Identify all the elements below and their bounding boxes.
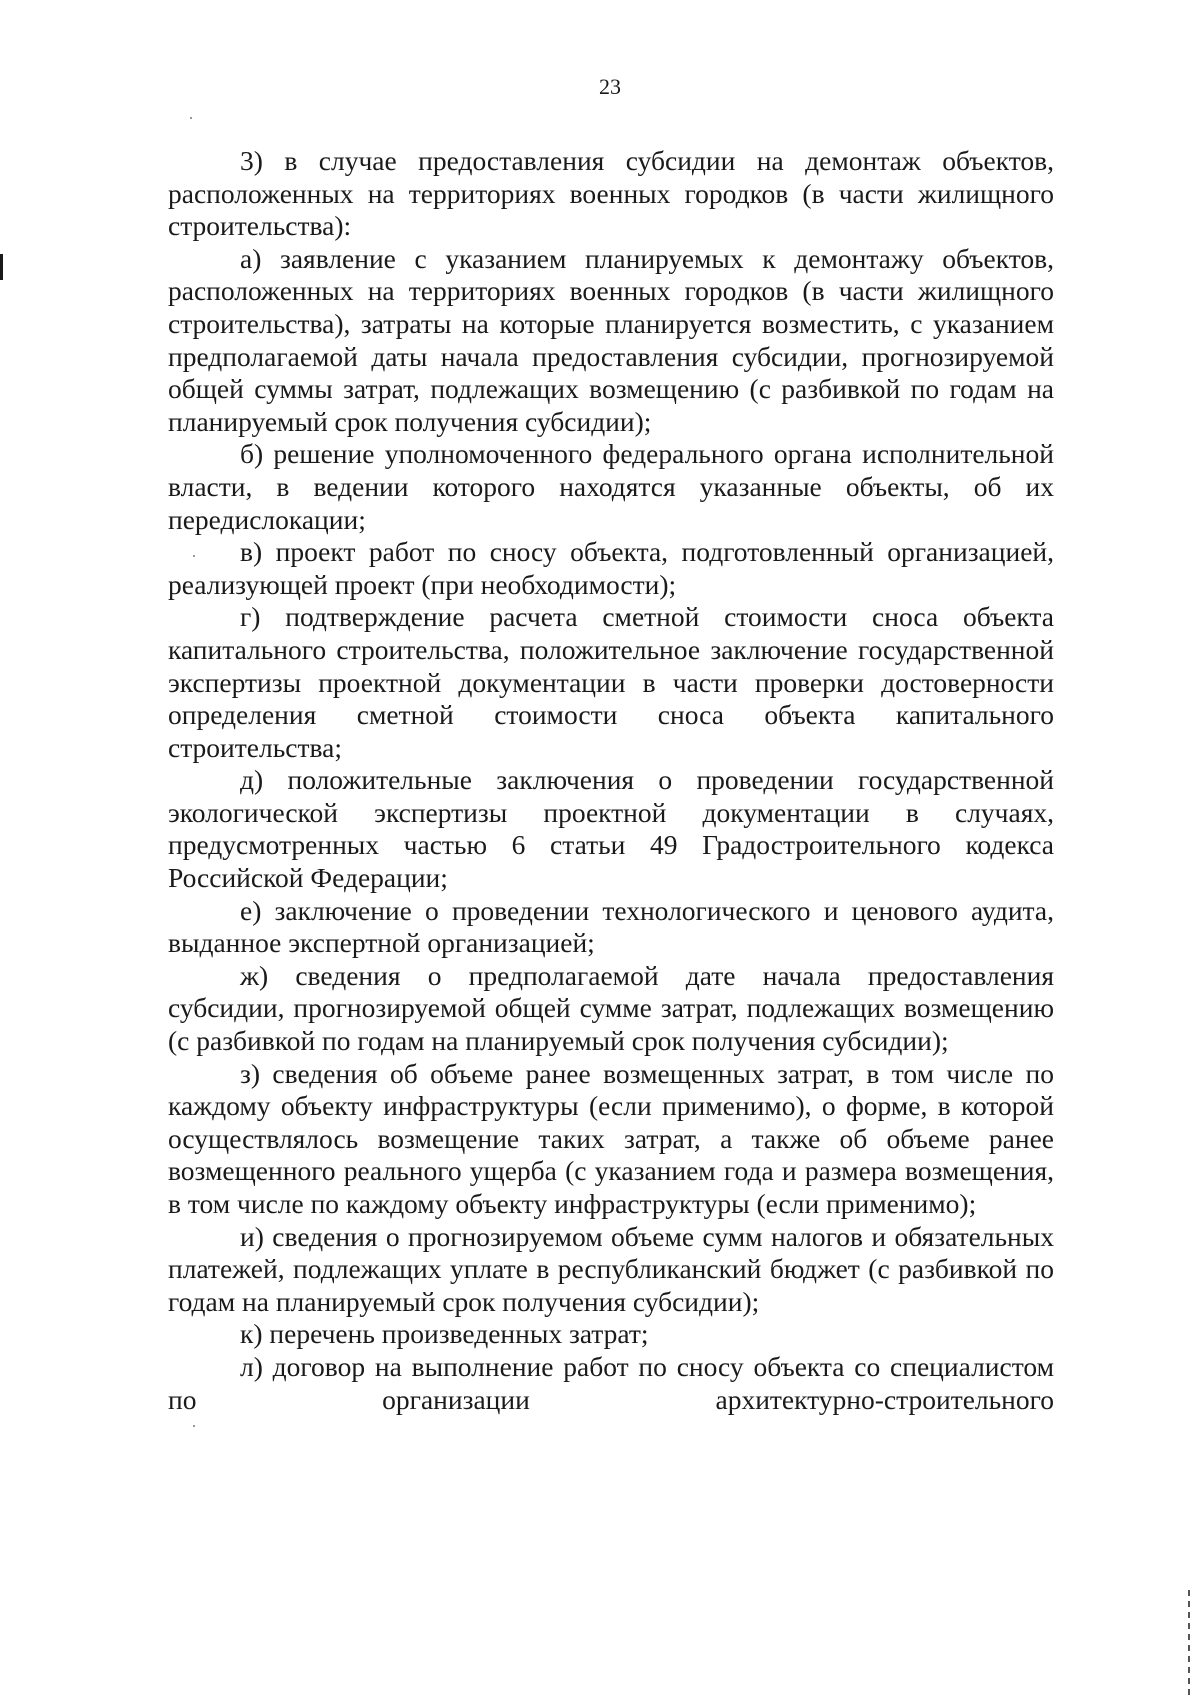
paragraph-l: л) договор на выполнение работ по сносу объекта со специалистом по организации архитектурно-строительного — [168, 1350, 1054, 1415]
scan-margin-mark-left — [0, 254, 3, 280]
paragraph-a: а) заявление с указанием планируемых к демонтажу объектов, расположенных на территориях военных городков (в части жилищного строительства), затраты на которые планируется возместить, с указанием предполагаемой даты начала предоставления субсидии, прогнозируемой общей суммы затрат, подлежащих возмещению (с разбивкой по годам на планируемый срок получения субсидии); — [168, 242, 1054, 437]
scan-speck — [193, 555, 195, 557]
paragraph-i: и) сведения о прогнозируемом объеме сумм налогов и обязательных платежей, подлежащих уплате в республиканский бюджет (с разбивкой по годам на планируемый срок получения субсидии); — [168, 1220, 1054, 1317]
document-body — [168, 145, 1054, 1416]
paragraph-3: 3) в случае предоставления субсидии на демонтаж объектов, расположенных на территориях военных городков (в части жилищного строительства): — [168, 145, 1054, 242]
paragraph-z: з) сведения об объеме ранее возмещенных затрат, в том числе по каждому объекту инфраструктуры (если применимо), о форме, в которой осуществлялось возмещение таких затрат, а также об объеме ранее возмещенного реального ущерба (с указанием года и размера возмещения, в том числе по каждому объекту инфраструктуры (если применимо); — [168, 1057, 1054, 1219]
scan-margin-mark-right — [1188, 1590, 1190, 1697]
paragraph-zh: ж) сведения о предполагаемой дате начала предоставления субсидии, прогнозируемой общей сумме затрат, подлежащих возмещению (с разбивкой по годам на планируемый срок получения субсидии); — [168, 959, 1054, 1057]
paragraph-b: б) решение уполномоченного федерального органа исполнительной власти, в ведении которого находятся указанные объекты, об их передислокации; — [168, 438, 1054, 535]
paragraph-v: в) проект работ по сносу объекта, подготовленный организацией, реализующей проект (при необходимости); — [168, 536, 1054, 600]
page-number: 23 — [599, 74, 621, 99]
paragraph-d: д) положительные заключения о проведении государственной экологической экспертизы проектной документации в случаях, предусмотренных частью 6 статьи 49 Градостроительного кодекса Российской Федерации; — [168, 764, 1054, 894]
paragraph-g: г) подтверждение расчета сметной стоимости сноса объекта капитального строительства, положительное заключение государственной экспертизы проектной документации в части проверки достоверности определения сметной стоимости сноса объекта капитального строительства; — [168, 601, 1054, 763]
scan-speck — [193, 1425, 195, 1427]
paragraph-k: к) перечень произведенных затрат; — [240, 1318, 649, 1350]
paragraph-e: е) заключение о проведении технологического и ценового аудита, выданное экспертной организацией; — [168, 894, 1054, 959]
scan-speck — [190, 117, 192, 119]
